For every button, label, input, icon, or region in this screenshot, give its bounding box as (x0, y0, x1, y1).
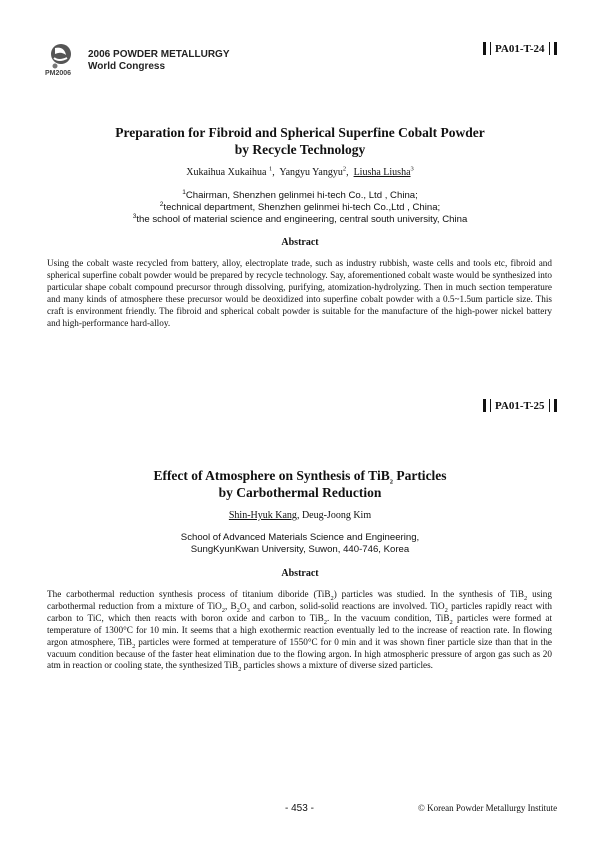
paper-code-tag (483, 399, 557, 412)
tag-bar-icon (490, 42, 491, 55)
affiliations: $^1$Chairman, Shenzhen gelinmei hi-tech Co., Ltd , China; $^2$technical department, Shenzhen gelinmei hi-tech Co.,Ltd , China; $^3$the school of material science and engineering, central south university, China (132, 188, 468, 225)
page-number: - 453 - (285, 803, 314, 814)
abstract-heading: Abstract (281, 237, 319, 248)
conference-name: 2006 POWDER METALLURGY World Congress (88, 49, 230, 72)
abstract-text: Using the cobalt waste recycled from battery, alloy, electroplate trade, such as industry rubbish, waste cells and tools etc, fibroid and spherical superfine cobalt powder would be prepared by recycle technology. Say, aforementioned cobalt waste would be synthesized into particular shape cobalt compound precursor through dissolving, purifying, atomization-hydrolyzing. Then in much section temperature and many kinds of atmosphere these precursor would be deoxidized into superfine cobalt powder with a 0.5~1.5um particle size. This craft is environment friendly. The fibroid and spherical cobalt powder is suitable for the manufacture of the high-power nickel battery and high-performance hard-alloy. (47, 258, 552, 328)
author-list: Xukaihua Xukaihua $^1$, Yangyu Yangyu$^2$, Liusha Liusha$^3$ (186, 165, 414, 178)
abstract-text: The carbothermal reduction synthesis process of titanium diboride (TiB$_2$) particles was studied. In the synthesis of TiB$_2$ using carbothermal reduction from a mixture of TiO$_2$, $B_2O_3$ and carbon, solid-solid reactions are involved. TiO$_2$ particles rapidly react with carbon to TiC, which then reacts with boron oxide and carbon to TiB$_2$. In the vacuum condition, TiB$_2$ particles were formed at temperature of 1300°C for 10 min. It seems that a high exothermic reaction eventually led to the increase of reaction rate. In flowing argon atmosphere, TiB$_2$ particles were formed at temperature of 1550°C for 0 min and it was shown finer particle size than that in the vacuum condition because of the faster heat elimination due to the flowing argon. In high atmospheric pressure of argon gas such as 20 atm in reaction or cooling state, the synthesized TiB$_2$ particles shows a mixture of diverse sized particles. (47, 589, 553, 674)
tag-bar-icon (549, 399, 550, 412)
author-list: Shin-Hyuk Kang, Deug-Joong Kim (228, 510, 372, 521)
paper-code: PA01-T-25 (495, 399, 545, 412)
paper-code: PA01-T-24 (495, 42, 545, 55)
tag-bar-icon (483, 42, 486, 55)
tag-bar-icon (490, 399, 491, 412)
affiliations: School of Advanced Materials Science and Engineering, SungKyunKwan University, Suwon, 440-746, Korea (180, 532, 420, 555)
paper-title: Effect of Atmosphere on Synthesis of TiB$_2$ Particles by Carbothermal Reduction (153, 468, 447, 500)
tag-bar-icon (483, 399, 486, 412)
paper-title: Preparation for Fibroid and Spherical Superfine Cobalt Powder by Recycle Technology (115, 125, 485, 157)
tag-bar-icon (554, 42, 557, 55)
copyright-notice: © Korean Powder Metallurgy Institute (418, 803, 558, 813)
tag-bar-icon (549, 42, 550, 55)
logo-label: PM2006 (45, 70, 72, 77)
paper-code-tag (483, 42, 557, 55)
tag-bar-icon (554, 399, 557, 412)
abstract-heading: Abstract (281, 568, 319, 579)
